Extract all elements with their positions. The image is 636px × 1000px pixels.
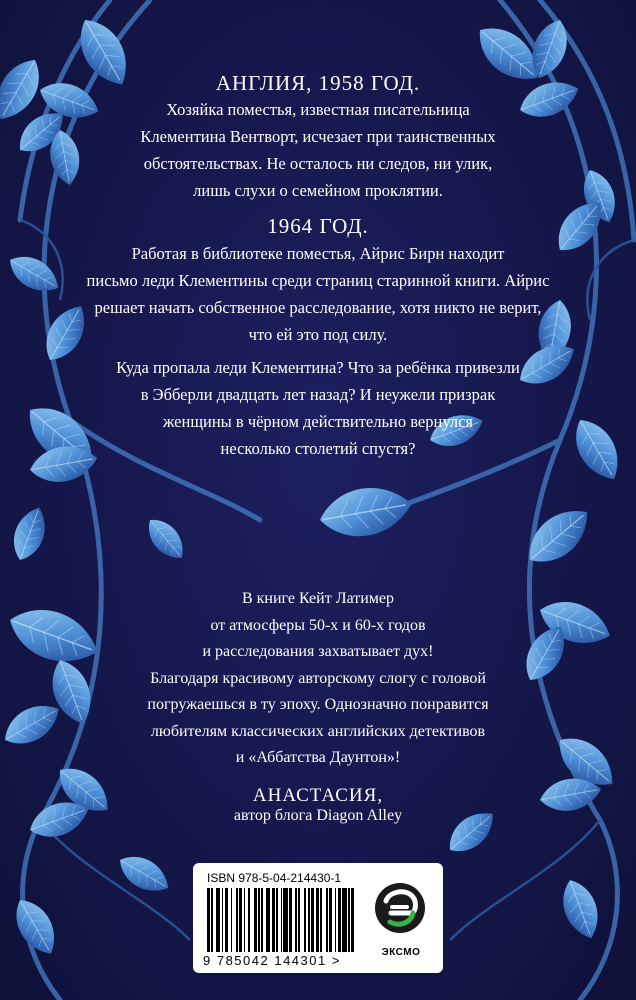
review-quote-line: любителям классических английских детективов xyxy=(150,722,486,740)
barcode-bar xyxy=(244,888,245,952)
paragraph-3-line: несколько столетий спустя? xyxy=(220,439,416,458)
review-quote-line: и расследования захватывает дух! xyxy=(202,643,434,660)
barcode-bar xyxy=(311,888,314,952)
barcode-bar xyxy=(231,888,232,952)
barcode-bar xyxy=(316,888,319,952)
barcode-bar xyxy=(308,888,309,952)
paragraph-1-line: Хозяйка поместья, известная писательница xyxy=(166,100,470,119)
barcode-bar xyxy=(295,888,296,952)
publisher-logo-text: ЭКСМО xyxy=(381,947,421,958)
paragraph-1-line: Клементина Вентворт, исчезает при таинственных xyxy=(140,127,496,146)
paragraph-2-line: Работая в библиотеке поместья, Айрис Бирн находит xyxy=(131,244,505,263)
heading-1964: 1964 ГОД. xyxy=(267,214,369,238)
barcode-bar xyxy=(320,888,321,952)
barcode-bar xyxy=(248,888,249,952)
barcode-bar xyxy=(276,888,277,952)
barcode-bar xyxy=(304,888,305,952)
paragraph-3-line: Куда пропала леди Клементина? Что за ребёнка привезли xyxy=(116,358,520,377)
barcode-bar xyxy=(348,888,349,952)
barcode-bar xyxy=(351,888,354,952)
paragraph-3-line: женщины в чёрном действительно вернулся xyxy=(162,412,473,431)
barcode-bar xyxy=(211,888,212,952)
barcode-bar xyxy=(207,888,210,952)
review-quote xyxy=(0,586,636,772)
paragraph-2-line: что ей это под силу. xyxy=(248,325,388,344)
eksmo-logo-icon xyxy=(373,881,427,935)
barcode-bar xyxy=(272,888,275,952)
barcode-bar xyxy=(258,888,259,952)
review-quote-line: Благодаря красивому авторскому слогу с головой xyxy=(150,669,486,687)
barcode-digits: 9 785042 144301 > xyxy=(203,953,341,968)
barcode-bar xyxy=(222,888,223,952)
paragraph-2-line: письмо леди Клементины среди страниц старинной книги. Айрис xyxy=(86,271,550,290)
barcode-bar xyxy=(239,888,242,952)
barcode-bar xyxy=(335,888,336,952)
paragraph-1-line: лишь слухи о семейном проклятии. xyxy=(193,181,443,200)
review-quote-line: погружаешься в ту эпоху. Однозначно понравится xyxy=(147,696,489,713)
paragraph-1 xyxy=(0,96,636,204)
barcode-bar xyxy=(225,888,228,952)
barcode-bar xyxy=(283,888,287,952)
review-author-note: автор блога Diagon Alley xyxy=(233,807,403,824)
review-author-name: АНАСТАСИЯ, xyxy=(252,785,384,806)
barcode-bars xyxy=(207,888,357,952)
barcode-bar xyxy=(298,888,299,952)
paragraph-3-line: в Эбберли двадцать лет назад? И неужели призрак xyxy=(140,385,496,404)
paragraph-2-line: решает начать собственное расследование, хотя никто не верит, xyxy=(94,298,542,317)
barcode-bar xyxy=(338,888,341,952)
barcode-bar xyxy=(254,888,257,952)
review-quote-line: и «Аббатства Даунтон»! xyxy=(235,749,401,766)
barcode-panel xyxy=(193,863,443,973)
barcode-bar xyxy=(281,888,282,952)
review-quote-line: В книге Кейт Латимер xyxy=(241,590,395,607)
paragraph-3 xyxy=(0,354,636,462)
barcode-bar xyxy=(261,888,262,952)
paragraph-1-line: обстоятельствах. Не осталось ни следов, ни улик, xyxy=(143,154,493,173)
barcode-bar xyxy=(216,888,220,952)
barcode-bar xyxy=(266,888,270,952)
isbn-label: ISBN 978-5-04-214430-1 xyxy=(207,871,342,885)
barcode-bar xyxy=(289,888,292,952)
barcode-bar xyxy=(236,888,237,952)
barcode-bar xyxy=(342,888,346,952)
heading-england-1958: АНГЛИЯ, 1958 ГОД. xyxy=(215,71,421,95)
barcode-bar xyxy=(329,888,332,952)
paragraph-2 xyxy=(0,240,636,348)
review-quote-line: от атмосферы 50-х и 60-х годов xyxy=(210,616,426,634)
barcode-bar xyxy=(326,888,327,952)
